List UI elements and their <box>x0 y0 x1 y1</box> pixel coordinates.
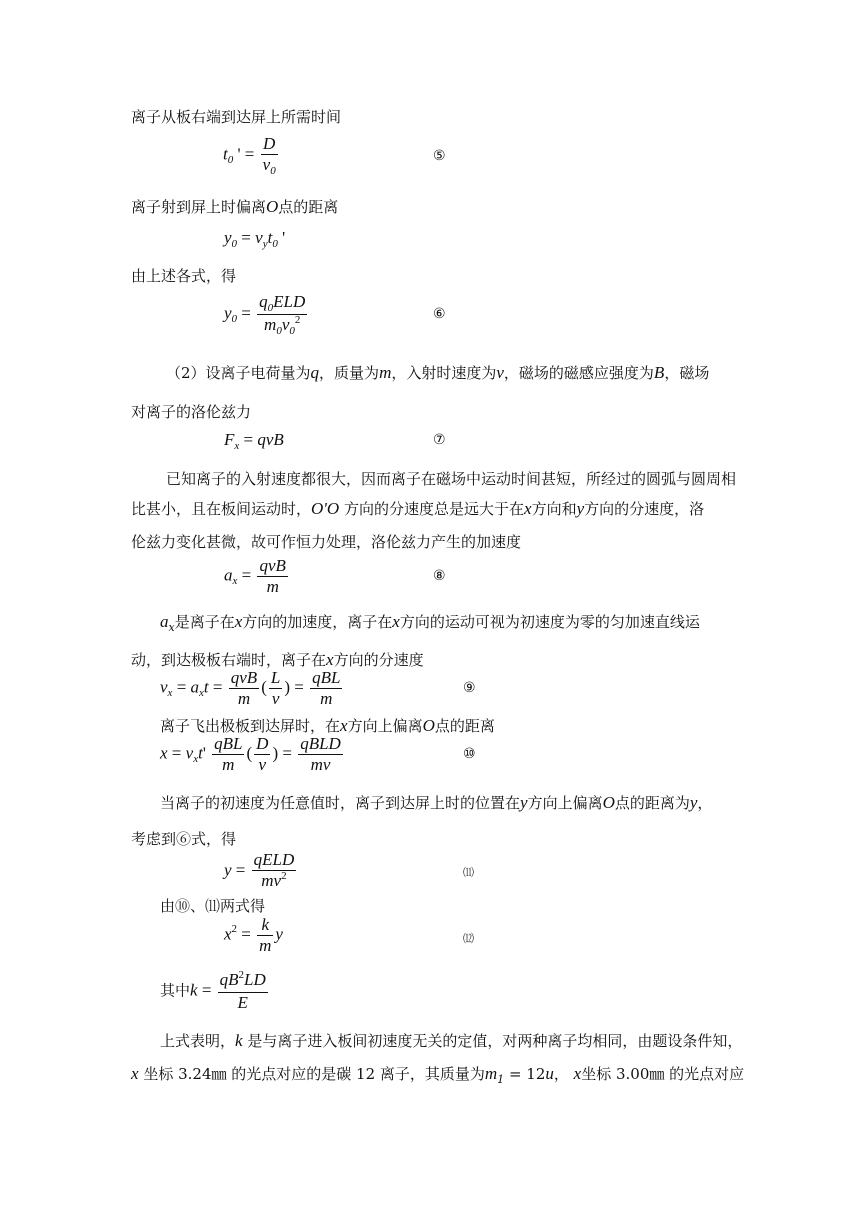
equation-number: ⑧ <box>433 568 446 584</box>
text-line: 比甚小，且在板间运动时，O'O 方向的分速度总是远大于在x方向和y方向的分速度，洛 <box>131 499 705 518</box>
equation-number: ⑤ <box>433 148 446 164</box>
text-line: 动，到达极板右端时，离子在x方向的分速度 <box>131 650 424 669</box>
equation-vx: $v_x = a_xt$ = $\frac{\text{qvB}}{m}$ ( $\frac{L}{v}$ ) = $\frac{\text{qBL}}{m}$ <box>160 668 341 708</box>
equation-number: ⑦ <box>433 432 446 448</box>
equation-k: 其中k = $\frac{qB^2LD}{E}$ <box>160 969 266 1012</box>
text-line: 离子从板右端到达屏上所需时间 <box>131 108 342 126</box>
text-line: 上式表明，k 是与离子进入板间初速度无关的定值，对两种离子均相同，由题设条件知， <box>160 1031 743 1050</box>
equation-number: ⑨ <box>463 680 476 696</box>
text-line: $a_x$是离子在x方向的加速度，离子在x方向的运动可视为初速度为零的匀加速直线运 <box>160 612 700 634</box>
text-line: 离子射到屏上时偏离O点的距离 <box>131 197 339 216</box>
equation-fx: $F_x$ = qvB <box>224 430 284 452</box>
equation-number: ⑩ <box>463 746 476 762</box>
text-line: 已知离子的入射速度都很大，因而离子在磁场中运动时间甚短，所经过的圆弧与圆周相 <box>166 470 737 488</box>
text-line: 离子飞出极板到达屏时，在x方向上偏离O点的距离 <box>160 716 495 735</box>
text-line: 由上述各式，得 <box>131 267 237 285</box>
equation-y0: $y_0 = v_yt_0$ ' <box>224 228 286 250</box>
equation-x: $x = v_xt'$ $\frac{\text{qBL}}{m}$ ( $\frac{D}{v}$ ) = $\frac{\text{qBLD}}{mv}$ <box>160 734 341 774</box>
equation-x-squared: $x^2$ = $\frac{k}{m}$ y <box>224 915 283 955</box>
equation-y: y = $\frac{\text{qELD}}{mv^2}$ <box>224 850 295 890</box>
text-line: 考虑到⑥式，得 <box>131 830 237 848</box>
equation-number: ⑿ <box>463 932 474 945</box>
equation-t0: $t_0$ ' = $\frac{D}{v_0}$ <box>223 134 276 177</box>
text-line: x 坐标 3.24㎜ 的光点对应的是碳 12 离子，其质量为$m_1 = 12u$， x坐标 3.00㎜ 的光点对应 <box>131 1064 745 1086</box>
equation-y0-result: $y_0$ = $\frac{q_0ELD}{m_0v_0^2}$ <box>224 292 306 337</box>
equation-ax: $a_x$ = $\frac{\text{qvB}}{m}$ <box>224 556 286 596</box>
equation-number: ⑥ <box>433 306 446 322</box>
text-line: 当离子的初速度为任意值时，离子到达屏上时的位置在y方向上偏离O点的距离为y， <box>160 793 713 812</box>
text-line: 对离子的洛伦兹力 <box>131 403 252 421</box>
equation-number: ⑾ <box>463 866 474 879</box>
text-line: （2）设离子电荷量为q，质量为m，入射时速度为v，磁场的磁感应强度为B，磁场 <box>166 363 710 382</box>
text-line: 由⑩、⑾两式得 <box>160 897 266 915</box>
text-line: 伦兹力变化甚微，故可作恒力处理，洛伦兹力产生的加速度 <box>131 533 522 551</box>
